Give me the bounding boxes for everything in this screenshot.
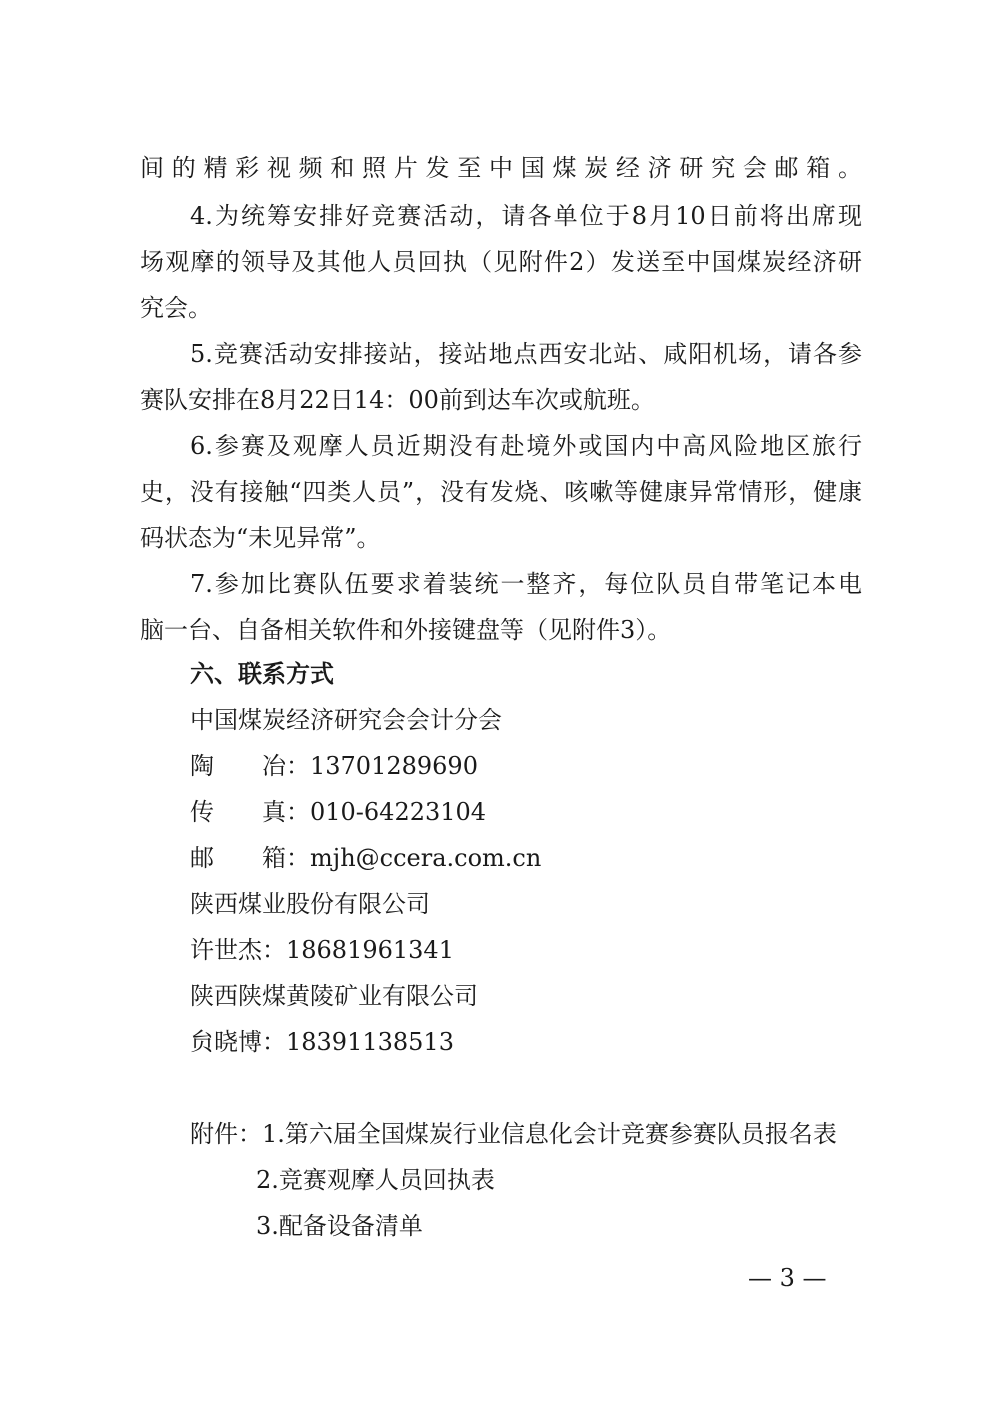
contact-line: 陕西煤业股份有限公司	[190, 890, 430, 918]
contact-line: 中国煤炭经济研究会会计分会	[190, 706, 502, 734]
body-line: 脑一台、自备相关软件和外接键盘等（见附件3）。	[140, 616, 672, 644]
contact-line: 陕西陕煤黄陵矿业有限公司	[190, 982, 478, 1010]
body-line: 史，没有接触“四类人员”，没有发烧、咳嗽等健康异常情形，健康	[140, 478, 862, 506]
section-heading: 六、联系方式	[190, 660, 334, 688]
body-line: 码状态为“未见异常”。	[140, 524, 381, 552]
contact-line: 陶 冶：13701289690	[190, 752, 478, 780]
body-line: 4.为统筹安排好竞赛活动，请各单位于8月10日前将出席现	[190, 202, 862, 230]
contact-line: 邮 箱：mjh@ccera.com.cn	[190, 844, 542, 872]
body-line: 场观摩的领导及其他人员回执（见附件2）发送至中国煤炭经济研	[140, 248, 862, 276]
attachment-line: 附件：1.第六届全国煤炭行业信息化会计竞赛参赛队员报名表	[190, 1120, 837, 1148]
body-line: 6.参赛及观摩人员近期没有赴境外或国内中高风险地区旅行	[190, 432, 862, 460]
body-line: 5.竞赛活动安排接站，接站地点西安北站、咸阳机场，请各参	[190, 340, 862, 368]
body-line: 7.参加比赛队伍要求着装统一整齐，每位队员自带笔记本电	[190, 570, 862, 598]
contact-line: 许世杰：18681961341	[190, 936, 454, 964]
body-line: 赛队安排在8月22日14：00前到达车次或航班。	[140, 386, 655, 414]
attachment-item: 3.配备设备清单	[256, 1212, 423, 1240]
contact-line: 贠晓博：18391138513	[190, 1028, 454, 1056]
body-line: 究会。	[140, 294, 212, 322]
page-number: — 3 —	[748, 1264, 827, 1292]
attachment-item: 2.竞赛观摩人员回执表	[256, 1166, 495, 1194]
body-line: 间的精彩视频和照片发至中国煤炭经济研究会邮箱。	[140, 154, 862, 182]
contact-line: 传 真：010-64223104	[190, 798, 487, 826]
